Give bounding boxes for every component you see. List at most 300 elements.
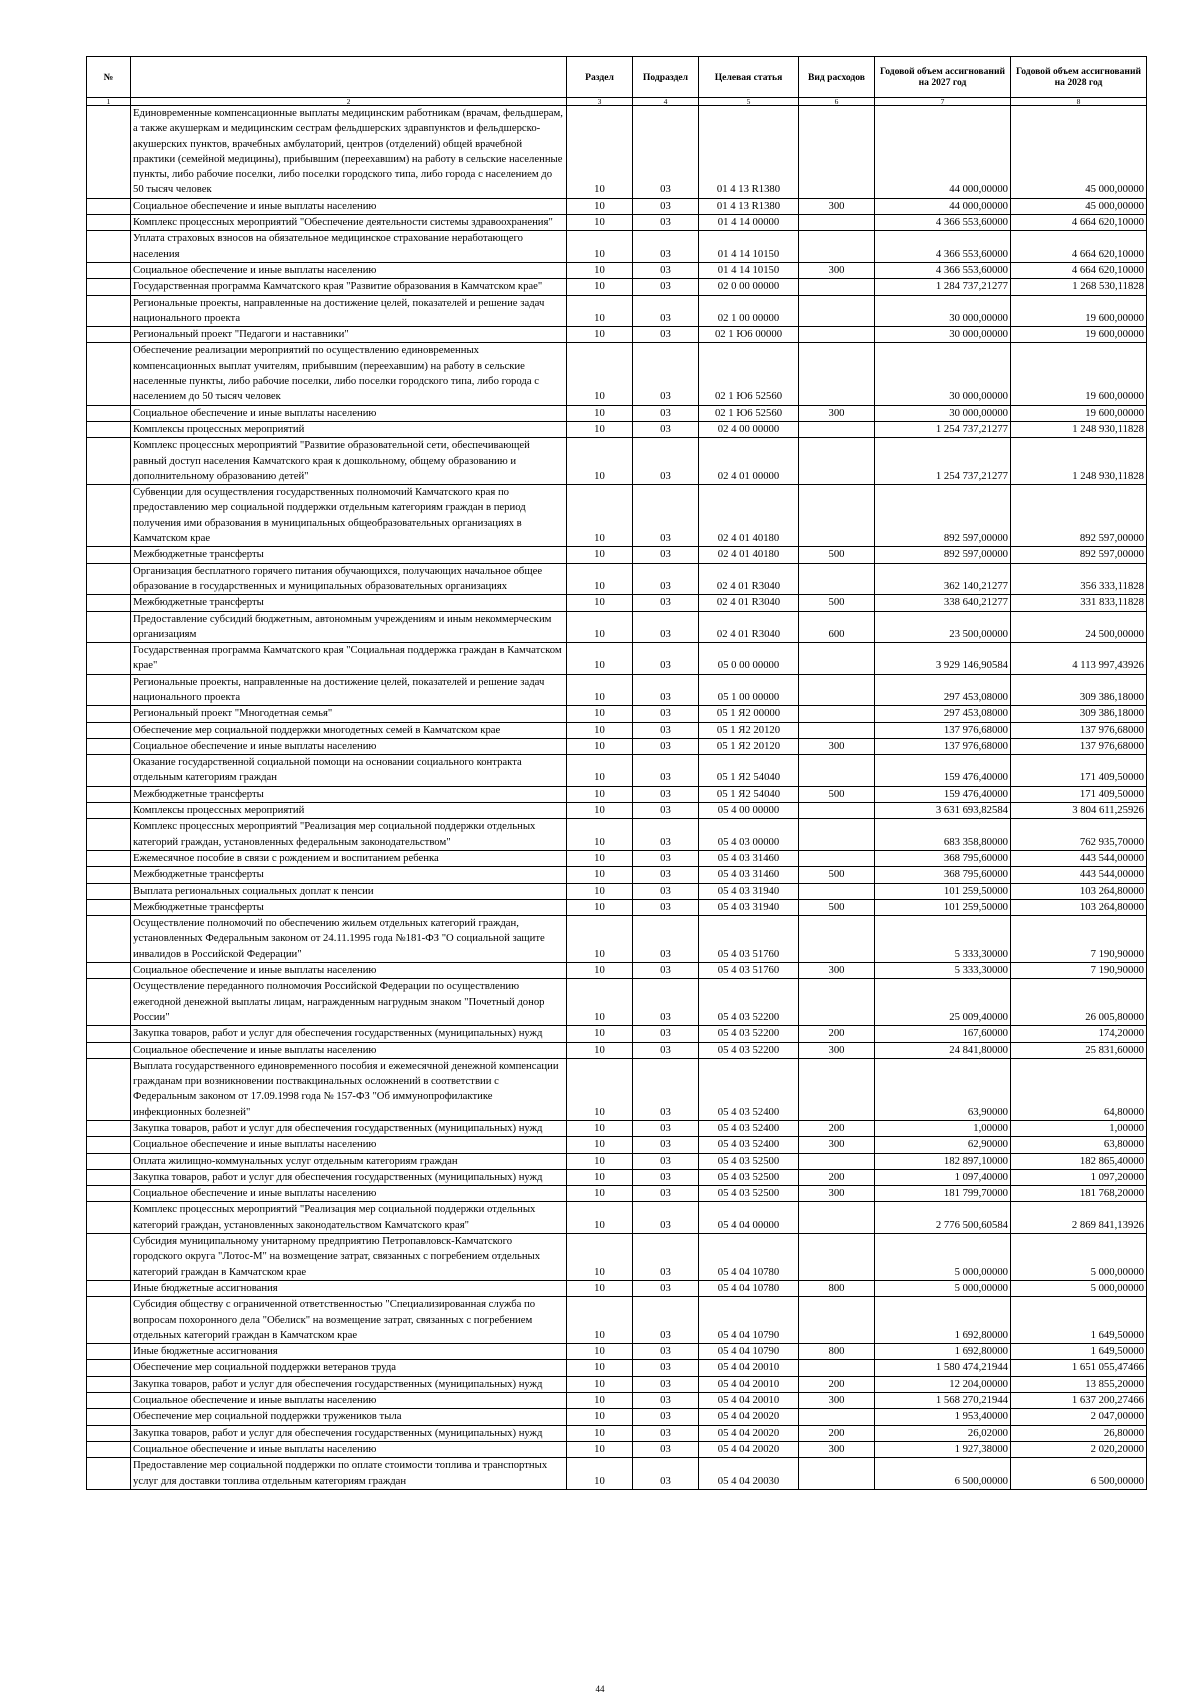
cell-expense-type [799, 819, 875, 851]
cell-subsection: 03 [633, 262, 699, 278]
cell-expense-type: 800 [799, 1344, 875, 1360]
cell-amount-2027: 159 476,40000 [875, 786, 1011, 802]
cell-section: 10 [567, 215, 633, 231]
cell-section: 10 [567, 674, 633, 706]
cell-num [87, 1186, 131, 1202]
table-row [87, 1234, 1147, 1281]
cell-expense-type: 500 [799, 786, 875, 802]
cell-section: 10 [567, 867, 633, 883]
cell-name: Региональный проект "Педагоги и наставники" [131, 327, 567, 343]
cell-amount-2027: 297 453,08000 [875, 706, 1011, 722]
cell-section: 10 [567, 1458, 633, 1490]
table-row [87, 867, 1147, 883]
cell-section: 10 [567, 1121, 633, 1137]
cell-section: 10 [567, 1042, 633, 1058]
cell-name: Региональные проекты, направленные на достижение целей, показателей и решение задач национального проекта [131, 674, 567, 706]
cell-name: Предоставление субсидий бюджетным, автономным учреждениям и иным некоммерческим организациям [131, 611, 567, 643]
cell-expense-type [799, 1058, 875, 1120]
cell-subsection: 03 [633, 755, 699, 787]
cell-expense-type [799, 916, 875, 963]
cell-target-item: 02 4 01 R3040 [699, 563, 799, 595]
cell-section: 10 [567, 1344, 633, 1360]
cell-amount-2027: 137 976,68000 [875, 738, 1011, 754]
cell-amount-2027: 4 366 553,60000 [875, 215, 1011, 231]
table-row [87, 1376, 1147, 1392]
cell-expense-type: 200 [799, 1026, 875, 1042]
cell-target-item: 02 0 00 00000 [699, 279, 799, 295]
cell-target-item: 05 4 04 10790 [699, 1297, 799, 1344]
cell-subsection: 03 [633, 963, 699, 979]
cell-name: Социальное обеспечение и иные выплаты населению [131, 963, 567, 979]
cell-target-item: 05 4 03 00000 [699, 819, 799, 851]
cell-name: Комплексы процессных мероприятий [131, 421, 567, 437]
cell-num [87, 1137, 131, 1153]
cell-expense-type: 300 [799, 963, 875, 979]
cell-subsection: 03 [633, 547, 699, 563]
cell-subsection: 03 [633, 1441, 699, 1457]
cell-subsection: 03 [633, 231, 699, 263]
cell-amount-2027: 362 140,21277 [875, 563, 1011, 595]
cell-subsection: 03 [633, 899, 699, 915]
cell-num [87, 850, 131, 866]
cell-amount-2027: 44 000,00000 [875, 198, 1011, 214]
cell-expense-type: 200 [799, 1376, 875, 1392]
cell-target-item: 05 4 04 00000 [699, 1202, 799, 1234]
header-row [87, 57, 1147, 98]
cell-amount-2028: 7 190,90000 [1011, 916, 1147, 963]
cell-name: Социальное обеспечение и иные выплаты населению [131, 1137, 567, 1153]
cell-amount-2028: 4 664 620,10000 [1011, 262, 1147, 278]
cell-name: Межбюджетные трансферты [131, 899, 567, 915]
cell-section: 10 [567, 295, 633, 327]
cell-expense-type: 500 [799, 595, 875, 611]
cell-name: Обеспечение мер социальной поддержки ветеранов труда [131, 1360, 567, 1376]
cell-name: Государственная программа Камчатского края "Социальная поддержка граждан в Камчатском крае" [131, 643, 567, 675]
cell-name: Межбюджетные трансферты [131, 595, 567, 611]
cell-target-item: 05 4 03 31460 [699, 867, 799, 883]
cell-amount-2027: 137 976,68000 [875, 722, 1011, 738]
cell-num [87, 438, 131, 485]
cell-section: 10 [567, 1153, 633, 1169]
cell-section: 10 [567, 899, 633, 915]
cell-expense-type: 300 [799, 1186, 875, 1202]
cell-subsection: 03 [633, 563, 699, 595]
column-index: 7 [875, 98, 1011, 106]
cell-amount-2028: 2 020,20000 [1011, 1441, 1147, 1457]
cell-name: Иные бюджетные ассигнования [131, 1280, 567, 1296]
table-row [87, 547, 1147, 563]
column-index: 4 [633, 98, 699, 106]
cell-name: Комплекс процессных мероприятий "Реализация мер социальной поддержки отдельных категорий граждан, установленных федеральным законодательством" [131, 819, 567, 851]
cell-section: 10 [567, 643, 633, 675]
cell-target-item: 05 4 04 20030 [699, 1458, 799, 1490]
cell-target-item: 02 4 00 00000 [699, 421, 799, 437]
cell-amount-2028: 19 600,00000 [1011, 405, 1147, 421]
cell-num [87, 1169, 131, 1185]
cell-name: Социальное обеспечение и иные выплаты населению [131, 1186, 567, 1202]
table-row [87, 1137, 1147, 1153]
cell-expense-type: 800 [799, 1280, 875, 1296]
cell-num [87, 563, 131, 595]
cell-name: Обеспечение реализации мероприятий по осуществлению единовременных компенсационных выплат учителям, прибывшим (переехавшим) на работу в сельские населенные пункты, либо рабочие поселки, либо поселки городского типа, либо города с населением до 50 тысяч человек [131, 343, 567, 405]
cell-num [87, 421, 131, 437]
page-number: 44 [595, 1684, 605, 1694]
cell-target-item: 05 1 Я2 20120 [699, 722, 799, 738]
cell-subsection: 03 [633, 867, 699, 883]
cell-num [87, 1393, 131, 1409]
cell-amount-2027: 181 799,70000 [875, 1186, 1011, 1202]
cell-expense-type [799, 295, 875, 327]
cell-num [87, 343, 131, 405]
cell-section: 10 [567, 595, 633, 611]
cell-amount-2027: 30 000,00000 [875, 405, 1011, 421]
cell-amount-2028: 443 544,00000 [1011, 867, 1147, 883]
cell-target-item: 05 4 04 20010 [699, 1393, 799, 1409]
cell-target-item: 05 1 00 00000 [699, 674, 799, 706]
cell-amount-2028: 1 651 055,47466 [1011, 1360, 1147, 1376]
cell-num [87, 722, 131, 738]
cell-name: Государственная программа Камчатского края "Развитие образования в Камчатском крае" [131, 279, 567, 295]
cell-num [87, 738, 131, 754]
cell-name: Межбюджетные трансферты [131, 867, 567, 883]
cell-num [87, 1441, 131, 1457]
cell-amount-2028: 181 768,20000 [1011, 1186, 1147, 1202]
cell-amount-2027: 12 204,00000 [875, 1376, 1011, 1392]
cell-target-item: 05 4 04 20020 [699, 1441, 799, 1457]
cell-expense-type: 200 [799, 1169, 875, 1185]
cell-amount-2028: 1 637 200,27466 [1011, 1393, 1147, 1409]
cell-amount-2028: 182 865,40000 [1011, 1153, 1147, 1169]
cell-expense-type [799, 755, 875, 787]
table-row [87, 1297, 1147, 1344]
cell-target-item: 05 1 Я2 54040 [699, 755, 799, 787]
table-row [87, 1458, 1147, 1490]
cell-subsection: 03 [633, 295, 699, 327]
cell-name: Социальное обеспечение и иные выплаты населению [131, 198, 567, 214]
cell-subsection: 03 [633, 1186, 699, 1202]
table-row [87, 1202, 1147, 1234]
cell-section: 10 [567, 1297, 633, 1344]
cell-section: 10 [567, 706, 633, 722]
cell-amount-2028: 25 831,60000 [1011, 1042, 1147, 1058]
cell-subsection: 03 [633, 106, 699, 199]
header-section: Раздел [567, 57, 633, 98]
cell-expense-type: 300 [799, 1441, 875, 1457]
cell-section: 10 [567, 198, 633, 214]
cell-expense-type [799, 1153, 875, 1169]
cell-expense-type [799, 231, 875, 263]
cell-name: Социальное обеспечение и иные выплаты населению [131, 405, 567, 421]
cell-section: 10 [567, 1234, 633, 1281]
cell-name: Межбюджетные трансферты [131, 547, 567, 563]
cell-target-item: 05 4 03 52500 [699, 1186, 799, 1202]
cell-section: 10 [567, 279, 633, 295]
cell-num [87, 916, 131, 963]
cell-amount-2027: 338 640,21277 [875, 595, 1011, 611]
cell-num [87, 1121, 131, 1137]
cell-amount-2028: 4 664 620,10000 [1011, 231, 1147, 263]
cell-num [87, 883, 131, 899]
cell-target-item: 05 1 Я2 20120 [699, 738, 799, 754]
cell-name: Обеспечение мер социальной поддержки тружеников тыла [131, 1409, 567, 1425]
cell-section: 10 [567, 485, 633, 547]
header-expense-type: Вид расходов [799, 57, 875, 98]
cell-num [87, 706, 131, 722]
cell-amount-2028: 892 597,00000 [1011, 485, 1147, 547]
cell-amount-2028: 331 833,11828 [1011, 595, 1147, 611]
cell-amount-2027: 368 795,60000 [875, 850, 1011, 866]
cell-name: Субвенции для осуществления государственных полномочий Камчатского края по предоставлению мер социальной поддержки отдельным категориям граждан в период получения ими образования в муниципальных общеобразовательных организациях в Камчатском крае [131, 485, 567, 547]
cell-amount-2028: 5 000,00000 [1011, 1234, 1147, 1281]
cell-amount-2028: 45 000,00000 [1011, 106, 1147, 199]
cell-section: 10 [567, 819, 633, 851]
table-row [87, 106, 1147, 199]
cell-subsection: 03 [633, 1058, 699, 1120]
cell-section: 10 [567, 327, 633, 343]
cell-target-item: 05 4 04 20010 [699, 1376, 799, 1392]
cell-subsection: 03 [633, 1202, 699, 1234]
cell-amount-2028: 443 544,00000 [1011, 850, 1147, 866]
cell-expense-type: 300 [799, 1042, 875, 1058]
cell-amount-2028: 171 409,50000 [1011, 786, 1147, 802]
cell-expense-type: 200 [799, 1121, 875, 1137]
table-row [87, 231, 1147, 263]
cell-amount-2028: 1 649,50000 [1011, 1344, 1147, 1360]
cell-name: Субсидия муниципальному унитарному предприятию Петропавловск-Камчатского городского округа "Лотос-М" на возмещение затрат, связанных с погребением отдельных категорий граждан в Камчатском крае [131, 1234, 567, 1281]
cell-subsection: 03 [633, 979, 699, 1026]
cell-expense-type [799, 722, 875, 738]
cell-target-item: 05 4 04 20010 [699, 1360, 799, 1376]
cell-target-item: 05 4 03 52400 [699, 1137, 799, 1153]
cell-target-item: 05 4 03 52200 [699, 1026, 799, 1042]
cell-amount-2027: 5 000,00000 [875, 1280, 1011, 1296]
cell-section: 10 [567, 755, 633, 787]
cell-section: 10 [567, 1058, 633, 1120]
table-row [87, 755, 1147, 787]
table-row [87, 1153, 1147, 1169]
cell-target-item: 05 4 03 31460 [699, 850, 799, 866]
cell-num [87, 1234, 131, 1281]
cell-subsection: 03 [633, 850, 699, 866]
cell-target-item: 02 4 01 40180 [699, 485, 799, 547]
cell-subsection: 03 [633, 198, 699, 214]
cell-section: 10 [567, 850, 633, 866]
cell-subsection: 03 [633, 1360, 699, 1376]
cell-subsection: 03 [633, 1137, 699, 1153]
cell-subsection: 03 [633, 674, 699, 706]
cell-amount-2028: 19 600,00000 [1011, 327, 1147, 343]
cell-name: Закупка товаров, работ и услуг для обеспечения государственных (муниципальных) нужд [131, 1121, 567, 1137]
table-row [87, 1393, 1147, 1409]
table-row [87, 1409, 1147, 1425]
cell-num [87, 1409, 131, 1425]
table-row [87, 421, 1147, 437]
table-row [87, 883, 1147, 899]
cell-target-item: 05 4 03 51760 [699, 916, 799, 963]
cell-expense-type [799, 850, 875, 866]
table-row [87, 1026, 1147, 1042]
table-row [87, 1042, 1147, 1058]
cell-subsection: 03 [633, 405, 699, 421]
cell-name: Субсидия обществу с ограниченной ответственностью "Специализированная служба по вопросам похоронного дела "Обелиск" на возмещение затрат, связанных с погребением отдельных категорий граждан в Камчатском крае [131, 1297, 567, 1344]
cell-amount-2028: 26 005,80000 [1011, 979, 1147, 1026]
cell-expense-type: 500 [799, 547, 875, 563]
cell-target-item: 01 4 14 00000 [699, 215, 799, 231]
cell-amount-2027: 892 597,00000 [875, 485, 1011, 547]
cell-expense-type [799, 438, 875, 485]
cell-amount-2027: 1 254 737,21277 [875, 438, 1011, 485]
cell-expense-type [799, 343, 875, 405]
cell-amount-2027: 1 284 737,21277 [875, 279, 1011, 295]
cell-amount-2028: 2 047,00000 [1011, 1409, 1147, 1425]
cell-amount-2027: 26,02000 [875, 1425, 1011, 1441]
cell-amount-2027: 25 009,40000 [875, 979, 1011, 1026]
cell-expense-type [799, 1458, 875, 1490]
cell-amount-2027: 5 333,30000 [875, 916, 1011, 963]
cell-amount-2027: 63,90000 [875, 1058, 1011, 1120]
cell-target-item: 05 4 04 20020 [699, 1409, 799, 1425]
cell-name: Социальное обеспечение и иные выплаты населению [131, 262, 567, 278]
cell-expense-type [799, 1202, 875, 1234]
cell-subsection: 03 [633, 1393, 699, 1409]
table-row [87, 215, 1147, 231]
cell-amount-2028: 1 649,50000 [1011, 1297, 1147, 1344]
cell-num [87, 786, 131, 802]
table-row [87, 438, 1147, 485]
cell-amount-2027: 4 366 553,60000 [875, 231, 1011, 263]
cell-subsection: 03 [633, 1234, 699, 1281]
table-row [87, 611, 1147, 643]
cell-amount-2028: 309 386,18000 [1011, 674, 1147, 706]
cell-section: 10 [567, 405, 633, 421]
cell-amount-2028: 24 500,00000 [1011, 611, 1147, 643]
cell-expense-type [799, 327, 875, 343]
table-row [87, 327, 1147, 343]
cell-amount-2027: 297 453,08000 [875, 674, 1011, 706]
cell-target-item: 05 4 04 10780 [699, 1280, 799, 1296]
cell-expense-type: 500 [799, 867, 875, 883]
cell-amount-2027: 4 366 553,60000 [875, 262, 1011, 278]
budget-table-container [86, 56, 1146, 1490]
cell-subsection: 03 [633, 279, 699, 295]
table-row [87, 279, 1147, 295]
cell-target-item: 05 0 00 00000 [699, 643, 799, 675]
cell-amount-2028: 309 386,18000 [1011, 706, 1147, 722]
cell-expense-type: 300 [799, 738, 875, 754]
cell-section: 10 [567, 883, 633, 899]
cell-amount-2027: 182 897,10000 [875, 1153, 1011, 1169]
header-year-2028: Годовой объем ассигнований на 2028 год [1011, 57, 1147, 98]
cell-amount-2027: 3 631 693,82584 [875, 803, 1011, 819]
cell-name: Региональные проекты, направленные на достижение целей, показателей и решение задач национального проекта [131, 295, 567, 327]
column-index-row [87, 98, 1147, 106]
cell-section: 10 [567, 611, 633, 643]
cell-amount-2027: 1 568 270,21944 [875, 1393, 1011, 1409]
cell-expense-type [799, 1360, 875, 1376]
cell-subsection: 03 [633, 819, 699, 851]
cell-target-item: 01 4 13 R1380 [699, 106, 799, 199]
cell-subsection: 03 [633, 722, 699, 738]
cell-subsection: 03 [633, 595, 699, 611]
cell-amount-2027: 368 795,60000 [875, 867, 1011, 883]
table-row [87, 1121, 1147, 1137]
cell-amount-2028: 4 113 997,43926 [1011, 643, 1147, 675]
cell-section: 10 [567, 1186, 633, 1202]
table-row [87, 262, 1147, 278]
column-index: 6 [799, 98, 875, 106]
cell-amount-2028: 103 264,80000 [1011, 883, 1147, 899]
cell-name: Оказание государственной социальной помощи на основании социального контракта отдельным категориям граждан [131, 755, 567, 787]
cell-target-item: 05 4 03 52400 [699, 1121, 799, 1137]
cell-amount-2028: 356 333,11828 [1011, 563, 1147, 595]
cell-num [87, 1297, 131, 1344]
cell-num [87, 803, 131, 819]
cell-subsection: 03 [633, 1376, 699, 1392]
cell-expense-type [799, 1297, 875, 1344]
cell-subsection: 03 [633, 786, 699, 802]
column-index: 3 [567, 98, 633, 106]
cell-name: Социальное обеспечение и иные выплаты населению [131, 738, 567, 754]
table-row [87, 963, 1147, 979]
cell-num [87, 262, 131, 278]
cell-num [87, 1202, 131, 1234]
cell-amount-2027: 1 254 737,21277 [875, 421, 1011, 437]
cell-amount-2027: 892 597,00000 [875, 547, 1011, 563]
table-row [87, 786, 1147, 802]
cell-num [87, 755, 131, 787]
cell-subsection: 03 [633, 883, 699, 899]
cell-num [87, 279, 131, 295]
cell-expense-type: 300 [799, 1393, 875, 1409]
table-row [87, 1186, 1147, 1202]
table-row [87, 722, 1147, 738]
cell-expense-type [799, 643, 875, 675]
cell-subsection: 03 [633, 611, 699, 643]
cell-section: 10 [567, 1202, 633, 1234]
cell-num [87, 1425, 131, 1441]
cell-section: 10 [567, 1441, 633, 1457]
cell-name: Выплата региональных социальных доплат к пенсии [131, 883, 567, 899]
cell-expense-type [799, 979, 875, 1026]
cell-amount-2028: 1,00000 [1011, 1121, 1147, 1137]
cell-target-item: 01 4 13 R1380 [699, 198, 799, 214]
cell-section: 10 [567, 1137, 633, 1153]
cell-amount-2027: 683 358,80000 [875, 819, 1011, 851]
cell-amount-2027: 5 000,00000 [875, 1234, 1011, 1281]
cell-amount-2028: 13 855,20000 [1011, 1376, 1147, 1392]
cell-num [87, 1376, 131, 1392]
cell-subsection: 03 [633, 916, 699, 963]
cell-subsection: 03 [633, 1153, 699, 1169]
table-row [87, 1058, 1147, 1120]
cell-num [87, 963, 131, 979]
cell-num [87, 547, 131, 563]
cell-amount-2028: 3 804 611,25926 [1011, 803, 1147, 819]
cell-target-item: 01 4 14 10150 [699, 262, 799, 278]
cell-subsection: 03 [633, 1026, 699, 1042]
cell-amount-2027: 30 000,00000 [875, 295, 1011, 327]
cell-amount-2028: 762 935,70000 [1011, 819, 1147, 851]
cell-num [87, 1344, 131, 1360]
table-row [87, 405, 1147, 421]
cell-target-item: 05 4 03 51760 [699, 963, 799, 979]
cell-section: 10 [567, 803, 633, 819]
cell-num [87, 1458, 131, 1490]
header-num: № [87, 57, 131, 98]
table-row [87, 674, 1147, 706]
cell-name: Обеспечение мер социальной поддержки многодетных семей в Камчатском крае [131, 722, 567, 738]
cell-expense-type: 600 [799, 611, 875, 643]
